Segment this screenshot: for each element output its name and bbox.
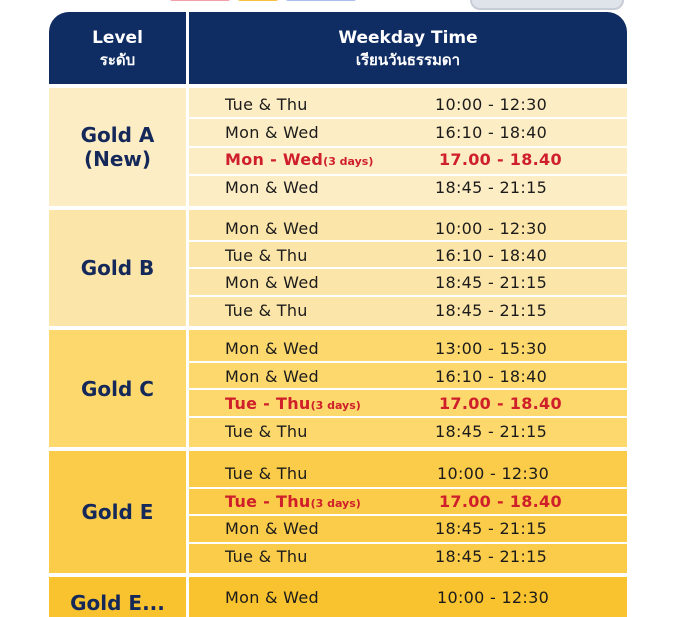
row-days-note: (3 days) [310, 399, 361, 412]
row-days: Mon & Wed [225, 588, 319, 607]
row-days: Mon & Wed [225, 367, 319, 386]
level-group-gold-b [49, 210, 627, 326]
schedule-row-highlight [189, 147, 627, 174]
row-days: Mon & Wed [225, 519, 319, 538]
schedule-row [189, 461, 627, 488]
row-time: 18:45 - 21:15 [435, 273, 548, 292]
row-time: 13:00 - 15:30 [435, 339, 548, 358]
schedule-row-highlight [189, 489, 627, 516]
schedule-row [189, 270, 627, 297]
row-days: Mon & Wed [225, 123, 319, 142]
row-time: 18:45 - 21:15 [435, 547, 548, 566]
row-days: Tue & Thu [225, 422, 308, 441]
row-days: Tue & Thu [225, 301, 308, 320]
row-days: Mon & Wed [225, 339, 319, 358]
row-time: 16:10 - 18:40 [435, 367, 548, 386]
level-group-gold-a [49, 88, 627, 206]
header-weekday-time [189, 12, 627, 84]
group-divider [49, 573, 627, 576]
level-group-gold-e [49, 451, 627, 573]
group-divider [49, 447, 627, 450]
schedule-row [189, 364, 627, 391]
row-days: Tue & Thu [225, 464, 308, 483]
row-time: 18:45 - 21:15 [435, 422, 548, 441]
row-time: 18:45 - 21:15 [435, 178, 548, 197]
header-level-th: ระดับ [99, 51, 136, 69]
row-time: 17.00 - 18.40 [439, 150, 562, 169]
header-level [49, 12, 186, 84]
schedule-row [189, 92, 627, 119]
row-time: 18:45 - 21:15 [435, 301, 548, 320]
level-name [49, 88, 186, 206]
row-time: 10:00 - 12:30 [435, 95, 548, 114]
row-time: 17.00 - 18.40 [439, 492, 562, 511]
row-time: 10:00 - 12:30 [437, 464, 550, 483]
level-name-line2: (New) [83, 147, 152, 171]
row-time: 16:10 - 18:40 [435, 123, 548, 142]
level-name-line1: Gold B [80, 256, 155, 280]
schedule-row [189, 120, 627, 147]
schedule-row [189, 585, 627, 612]
header-time-en: Weekday Time [338, 28, 478, 48]
schedule-row [189, 336, 627, 363]
group-divider [49, 206, 627, 209]
row-days: Mon & Wed [225, 273, 319, 292]
row-time: 16:10 - 18:40 [435, 246, 548, 265]
level-name-line1: Gold A [80, 123, 155, 147]
row-days: Tue - Thu(3 days) [225, 492, 361, 511]
row-days: Tue & Thu [225, 95, 308, 114]
schedule-row [189, 216, 627, 243]
level-name [49, 210, 186, 326]
header-time-th: เรียนวันธรรมดา [355, 51, 461, 69]
level-group-gold-next [49, 577, 627, 617]
level-group-gold-c [49, 330, 627, 447]
level-name-line1: Gold C [81, 376, 154, 401]
row-time: 18:45 - 21:15 [435, 519, 548, 538]
schedule-row-highlight [189, 391, 627, 418]
level-name-line1: Gold E [81, 500, 154, 524]
level-name [49, 451, 186, 573]
row-time: 17.00 - 18.40 [439, 394, 562, 413]
schedule-row [189, 243, 627, 270]
row-days: Mon & Wed [225, 178, 319, 197]
row-days-note: (3 days) [310, 497, 361, 510]
group-divider [49, 326, 627, 329]
header-level-en: Level [92, 28, 143, 48]
row-time: 10:00 - 12:30 [435, 219, 548, 238]
schedule-row [189, 175, 627, 202]
row-days: Tue & Thu [225, 246, 308, 265]
row-time: 10:00 - 12:30 [437, 588, 550, 607]
schedule-row [189, 298, 627, 325]
schedule-row [189, 544, 627, 571]
level-name [49, 577, 186, 617]
row-days: Tue & Thu [225, 547, 308, 566]
level-name-line1: Gold E... [70, 591, 165, 615]
schedule-row [189, 516, 627, 543]
row-days-note: (3 days) [323, 155, 374, 168]
row-days: Mon & Wed [225, 219, 319, 238]
level-name [49, 330, 186, 447]
row-days: Mon - Wed(3 days) [225, 150, 374, 169]
top-decoration [170, 0, 470, 6]
schedule-row [189, 419, 627, 446]
top-badge [470, 0, 624, 10]
row-days: Tue - Thu(3 days) [225, 394, 361, 413]
